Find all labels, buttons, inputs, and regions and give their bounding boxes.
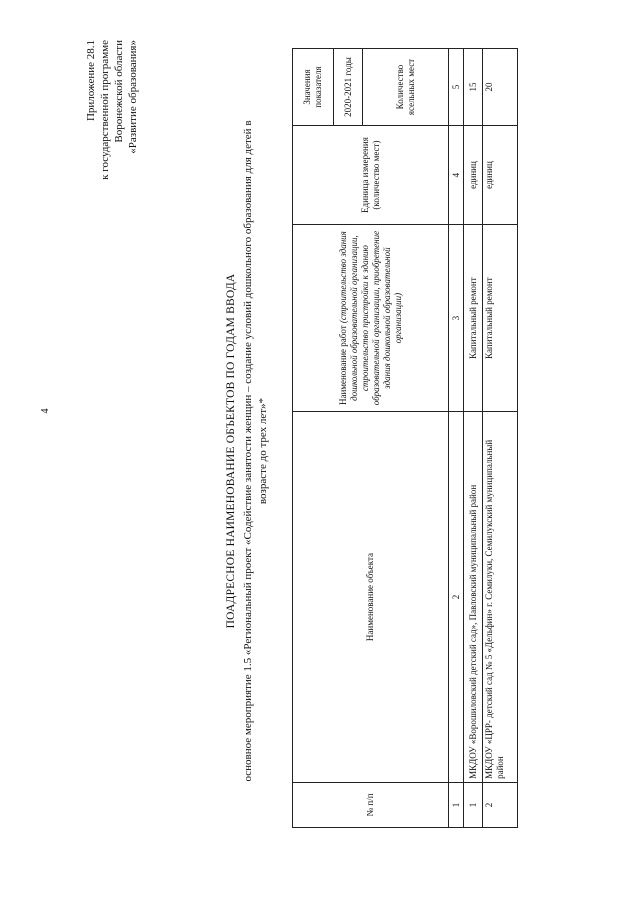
- subtitle-line-2: возрасте до трех лет»*: [256, 397, 269, 505]
- row-object-name: МКДОУ «Ворошиловский детский сад», Павловский муниципальный район: [464, 412, 483, 783]
- row-works: Капитальный ремонт: [483, 225, 518, 412]
- row-value: 20: [483, 49, 518, 126]
- column-number: 3: [449, 225, 464, 412]
- row-unit: единиц: [483, 126, 518, 225]
- header-unit: Единица измерения (количество мест): [293, 126, 449, 225]
- annex-line-1: Приложение 28.1: [85, 40, 97, 122]
- row-num: 2: [483, 782, 518, 827]
- row-works: Капитальный ремонт: [464, 225, 483, 412]
- row-unit: единиц: [464, 126, 483, 225]
- table-row: [483, 49, 518, 828]
- row-num: 1: [464, 782, 483, 827]
- header-indicator-value: Значения показателя: [293, 49, 334, 126]
- page-number: 4: [40, 408, 51, 414]
- table-row: [464, 49, 483, 828]
- document-subtitle: [241, 70, 270, 832]
- header-works: [293, 225, 449, 412]
- document-title: ПОАДРЕСНОЕ НАИМЕНОВАНИЕ ОБЪЕКТОВ ПО ГОДАМ ВВОДА: [225, 273, 237, 629]
- header-num: № п/п: [293, 782, 449, 827]
- subtitle-line-1: основное мероприятие 1.5 «Региональный проект «Содействие занятости женщин – создание условий дошкольного образования для детей в: [242, 120, 254, 782]
- objects-table: [292, 48, 518, 828]
- column-number: 4: [449, 126, 464, 225]
- annex-line-4: «Развитие образования»: [127, 40, 139, 154]
- annex-block: [84, 40, 140, 340]
- row-object-name: МКДОУ «ЦРР- детский сад № 5 «Дельфин» г. Семилуки, Семилукский муниципальный район: [483, 412, 518, 783]
- header-nursery-places: Количество ясельных мест: [363, 49, 449, 126]
- column-number: 2: [449, 412, 464, 783]
- column-number: 1: [449, 782, 464, 827]
- annex-line-2: к государственной программе: [99, 40, 111, 180]
- column-number: 5: [449, 49, 464, 126]
- row-value: 15: [464, 49, 483, 126]
- header-works-italic: (строительство здания дошкольной образовательной организации, строительство пристройки к зданию образовательной организации, приобретение здания дошкольной образовательной организации): [337, 230, 403, 406]
- header-years: 2020-2021 годы: [334, 49, 363, 126]
- annex-line-3: Воронежской области: [113, 40, 125, 143]
- header-works-prefix: Наименование работ: [337, 323, 348, 406]
- header-object-name: Наименование объекта: [293, 412, 449, 783]
- table-header-row: [293, 49, 334, 828]
- table-column-number-row: [449, 49, 464, 828]
